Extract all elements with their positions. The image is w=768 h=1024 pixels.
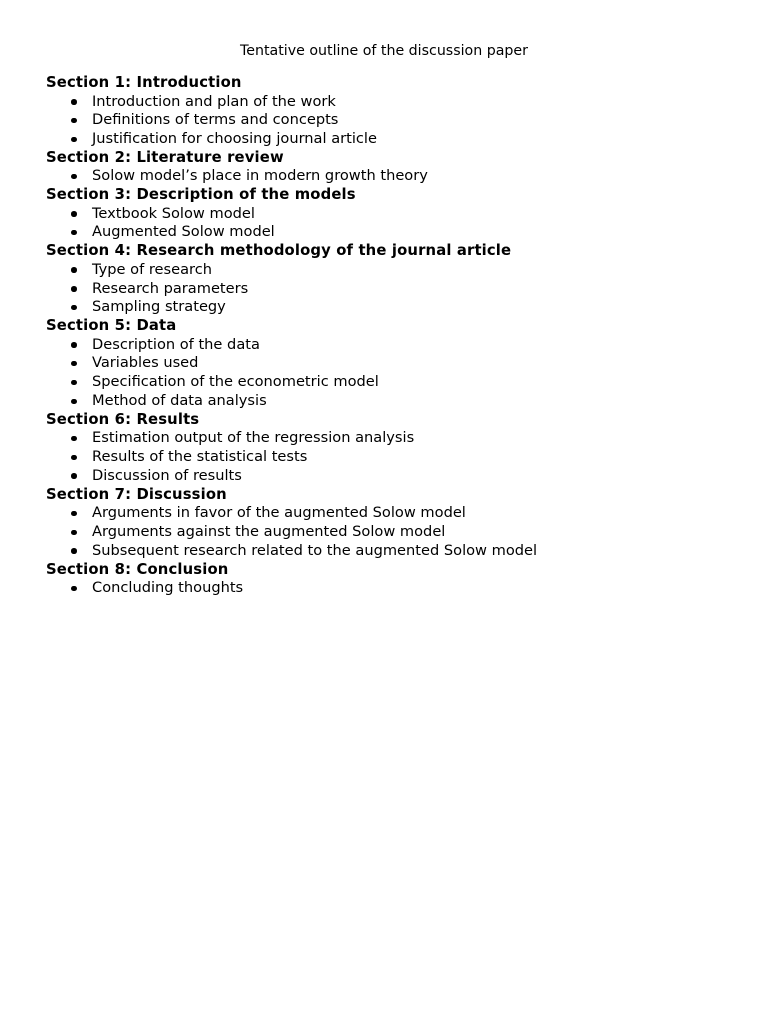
- section-item-list: [46, 429, 746, 485]
- list-item: Type of research: [46, 261, 746, 280]
- list-item: Estimation output of the regression analysis: [46, 429, 746, 448]
- section-item-list: [46, 205, 746, 243]
- section-8: [46, 561, 746, 598]
- list-item: Solow model’s place in modern growth theory: [46, 167, 746, 186]
- section-3: [46, 186, 746, 242]
- section-heading: Section 6: Results: [46, 410, 200, 428]
- section-item-list: [46, 504, 746, 560]
- document-title: Tentative outline of the discussion paper: [239, 43, 528, 59]
- list-item: Variables used: [46, 354, 746, 373]
- list-item: Sampling strategy: [46, 298, 746, 317]
- section-heading: Section 2: Literature review: [46, 148, 284, 166]
- section-heading: Section 8: Conclusion: [46, 560, 229, 578]
- section-heading: Section 3: Description of the models: [46, 186, 356, 204]
- section-7: [46, 486, 746, 561]
- list-item: Arguments against the augmented Solow model: [46, 523, 746, 542]
- list-item: Augmented Solow model: [46, 223, 746, 242]
- section-item-list: [46, 579, 746, 598]
- list-item: Concluding thoughts: [46, 579, 746, 598]
- section-item-list: [46, 167, 746, 186]
- list-item: Specification of the econometric model: [46, 373, 746, 392]
- section-item-list: [46, 93, 746, 149]
- list-item: Research parameters: [46, 280, 746, 299]
- list-item: Results of the statistical tests: [46, 448, 746, 467]
- section-item-list: [46, 261, 746, 317]
- list-item: Introduction and plan of the work: [46, 93, 746, 112]
- section-item-list: [46, 336, 746, 411]
- section-2: [46, 149, 746, 186]
- list-item: Description of the data: [46, 336, 746, 355]
- section-heading: Section 1: Introduction: [46, 74, 242, 91]
- section-4: [46, 242, 746, 317]
- list-item: Definitions of terms and concepts: [46, 111, 746, 130]
- list-item: Method of data analysis: [46, 392, 746, 411]
- list-item: Justification for choosing journal article: [46, 130, 746, 149]
- list-item: Textbook Solow model: [46, 205, 746, 224]
- list-item: Subsequent research related to the augmented Solow model: [46, 542, 746, 561]
- section-heading: Section 7: Discussion: [46, 485, 227, 503]
- section-6: [46, 411, 746, 486]
- section-5: [46, 317, 746, 411]
- section-heading: Section 4: Research methodology of the journal article: [46, 242, 512, 260]
- list-item: Discussion of results: [46, 467, 746, 486]
- list-item: Arguments in favor of the augmented Solow model: [46, 504, 746, 523]
- outline: [46, 74, 746, 598]
- section-heading: Section 5: Data: [46, 317, 177, 335]
- section-1: [46, 74, 746, 149]
